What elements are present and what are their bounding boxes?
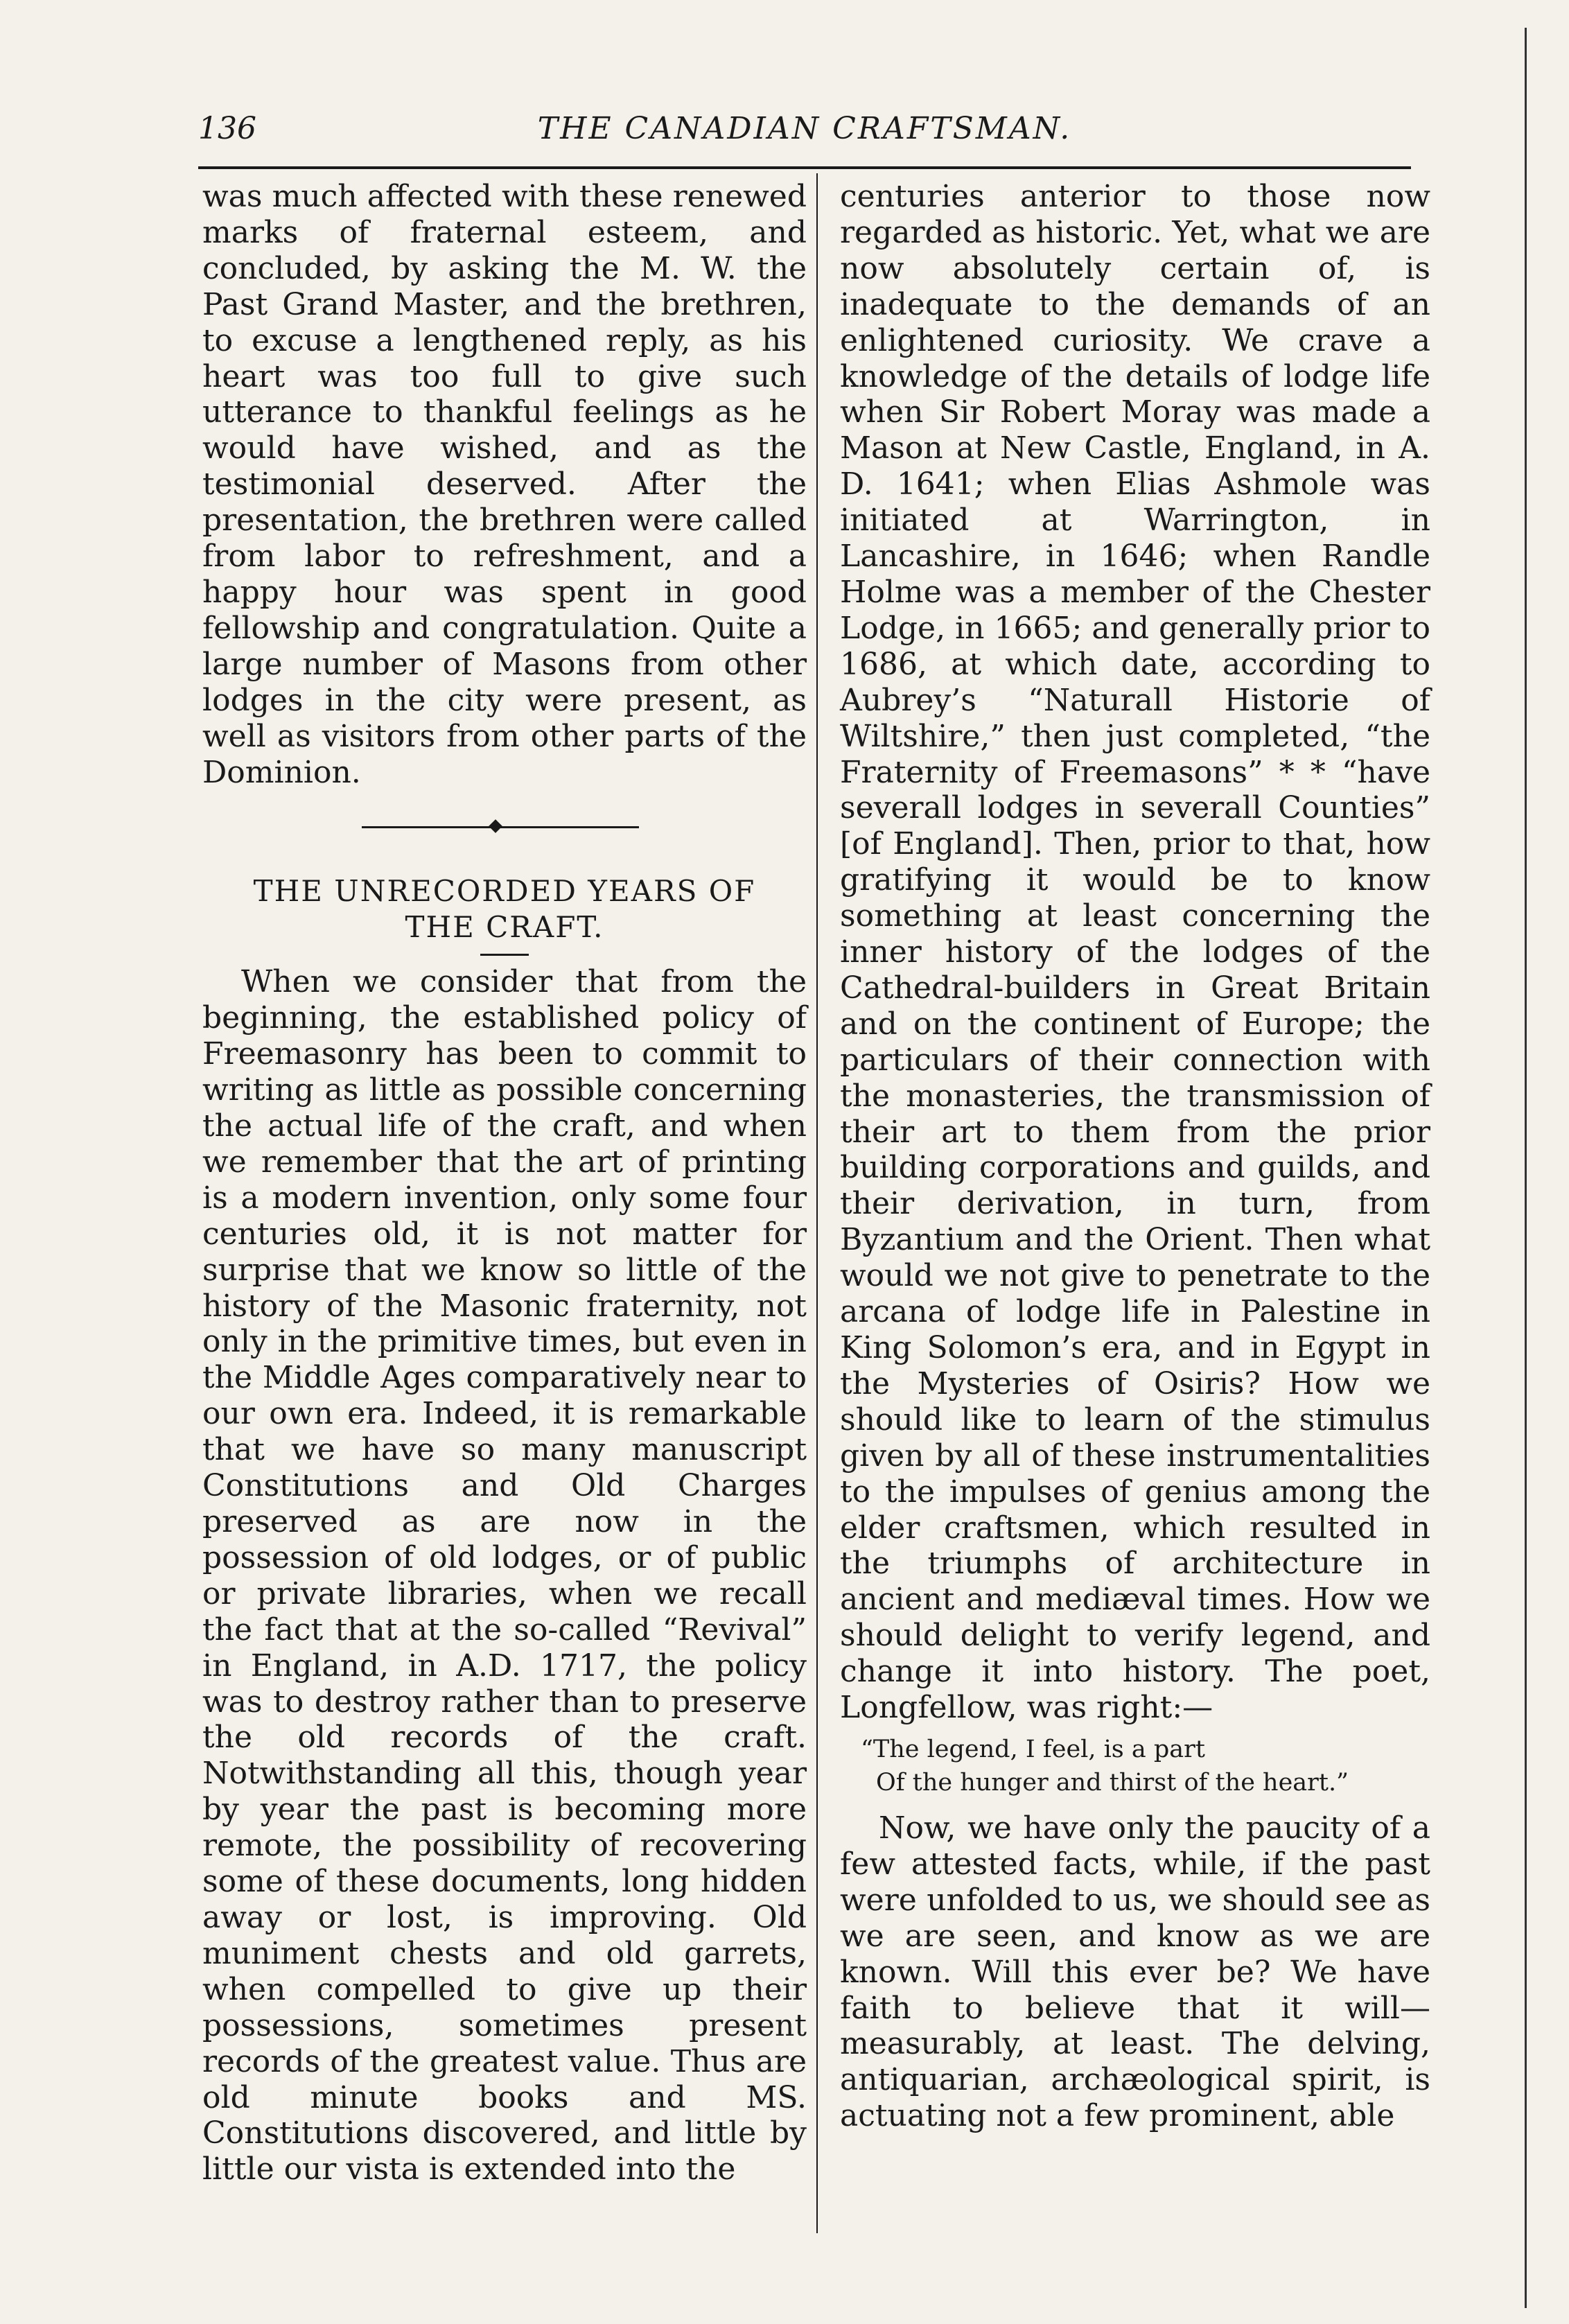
- right-column: [840, 179, 1430, 2233]
- page-header: [198, 97, 1411, 159]
- running-title: THE CANADIAN CRAFTSMAN.: [537, 111, 1072, 146]
- poem-quote: [840, 1733, 1430, 1799]
- poem-line-1: “The legend, I feel, is a part: [861, 1735, 1205, 1763]
- left-paragraph-continued: was much affected with these renewed marks of fraternal esteem, and concluded, by asking the M. W. the Past Grand Master, and the brethren, to excuse a lengthened reply, as his heart was too full to give such utterance to thankful feelings as he would have wished, and as the testimonial deserved. After the presentation, the brethren were called from labor to refreshment, and a happy hour was spent in good fellowship and congratulation. Quite a large number of Masons from other lodges in the city were present, as well as visitors from other parts of the Dominion.: [202, 179, 807, 790]
- article-paragraph-2: centuries anterior to those now regarded as historic. Yet, what we are now absolutely certain of, is inadequate to the demands of an enlightened curiosity. We crave a knowledge of the details of lodge life when Sir Robert Moray was made a Mason at New Castle, England, in A. D. 1641; when Elias Ashmole was initiated at Warrington, in Lancashire, in 1646; when Randle Holme was a member of the Chester Lodge, in 1665; and generally prior to 1686, at which date, according to Aubrey’s “Naturall Historie of Wiltshire,” then just completed, “the Fraternity of Freemasons” * * “have severall lodges in severall Counties” [of England]. Then, prior to that, how gratifying it would be to know something at least concerning the inner history of the lodges of the Cathedral-builders in Great Britain and on the continent of Europe; the particulars of their connection with the monasteries, the transmission of their art to them from the prior building corporations and guilds, and their derivation, in turn, from Byzantium and the Orient. Then what would we not give to penetrate to the arcana of lodge life in Palestine in King Solomon’s era, and in Egypt in the Mysteries of Osiris? How we should like to learn of the stimulus given by all of these instrumentalities to the impulses of genius among the elder craftsmen, which resulted in the triumphs of architecture in ancient and mediæval times. How we should delight to verify legend, and change it into history. The poet, Longfellow, was right:—: [840, 179, 1430, 1726]
- ornament-diamond: [489, 820, 502, 834]
- section-title-rule: [480, 954, 529, 956]
- page-edge-rule: [1525, 28, 1527, 2308]
- header-rule: [198, 166, 1411, 169]
- section-title-line-1: THE UNRECORDED YEARS OF: [253, 874, 756, 909]
- section-title-line-2: THE CRAFT.: [405, 910, 604, 945]
- left-column: [202, 179, 807, 2233]
- page-number: 136: [198, 111, 256, 146]
- section-ornament: [362, 821, 639, 833]
- column-divider: [816, 173, 818, 2233]
- article-paragraph-1: When we consider that from the beginning, the established policy of Freemasonry has been to commit to writing as little as possible concerning the actual life of the craft, and when we remember that the art of printing is a modern invention, only some four centuries old, it is not matter for surprise that we know so little of the history of the Masonic fraternity, not only in the primitive times, but even in the Middle Ages comparatively near to our own era. Indeed, it is remarkable that we have so many manuscript Constitutions and Old Charges preserved as are now in the possession of old lodges, or of public or private libraries, when we recall the fact that at the so-called “Revival” in England, in A.D. 1717, the policy was to destroy rather than to preserve the old records of the craft. Notwithstanding all this, though year by year the past is becoming more remote, the possibility of recovering some of these documents, long hidden away or lost, is improving. Old muniment chests and old garrets, when compelled to give up their possessions, sometimes present records of the greatest value. Thus are old minute books and MS. Constitutions discovered, and little by little our vista is extended into the: [202, 964, 807, 2187]
- poem-line-2: Of the hunger and thirst of the heart.”: [876, 1768, 1349, 1797]
- article-paragraph-3: Now, we have only the paucity of a few attested facts, while, if the past were unfolded to us, we should see as we are seen, and know as we are known. Will this ever be? We have faith to believe that it will—measurably, at least. The delving, antiquarian, archæological spirit, is actuating not a few prominent, able: [840, 1810, 1430, 2134]
